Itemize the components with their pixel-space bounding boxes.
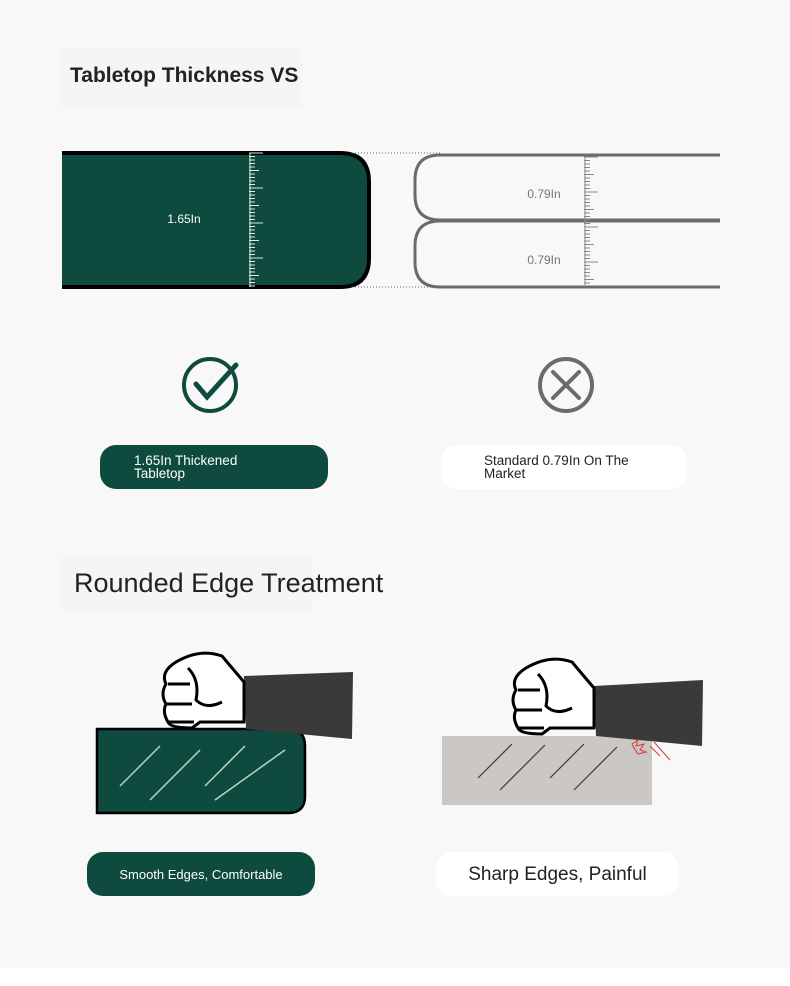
thin-tabletops (415, 155, 720, 287)
thin-label-bottom: 0.79In (527, 253, 561, 267)
section1-title: Tabletop Thickness VS (70, 64, 299, 87)
thick-tabletop (62, 153, 369, 287)
sharp-scene (442, 659, 703, 805)
standard-badge (441, 445, 687, 489)
rounded-scene (97, 653, 353, 813)
fist-icon (163, 653, 244, 728)
thick-label: 1.65In (167, 212, 201, 226)
section2-title: Rounded Edge Treatment (74, 568, 384, 598)
sleeve-icon (594, 680, 703, 746)
sharp-badge (436, 852, 679, 896)
standard-badge-label: Standard 0.79In On The Market (484, 453, 629, 481)
thickened-badge (100, 445, 328, 489)
thickened-badge-label: 1.65In Thickened Tabletop (134, 453, 238, 481)
sleeve-icon (244, 672, 353, 739)
sharp-badge-label: Sharp Edges, Painful (468, 863, 647, 885)
smooth-badge (87, 852, 315, 896)
fist-icon (513, 659, 594, 734)
check-circle-icon (184, 359, 236, 411)
x-circle-icon (540, 359, 592, 411)
thin-label-top: 0.79In (527, 187, 561, 201)
smooth-badge-label: Smooth Edges, Comfortable (119, 866, 283, 882)
